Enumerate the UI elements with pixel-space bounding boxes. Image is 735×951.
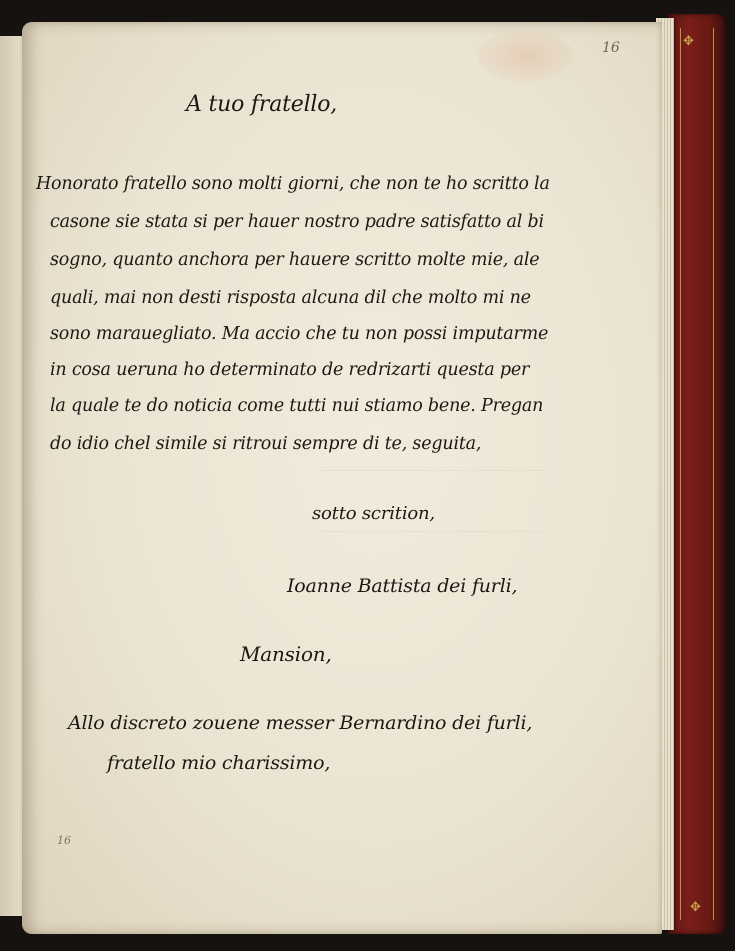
letter-heading: A tuo fratello, (186, 92, 338, 117)
gilt-border-line (680, 28, 681, 920)
address-line: fratello mio charissimo, (107, 752, 331, 774)
corner-annotation: 16 (57, 834, 71, 847)
leather-binding (668, 14, 726, 934)
letter-line: la quale te do noticia come tutti nui stiamo bene. Pregan (50, 396, 544, 416)
fleuron-icon: ✥ (683, 34, 694, 49)
letter-line: do idio chel simile si ritroui sempre di te, seguita, (50, 434, 482, 454)
folio-number: 16 (602, 40, 620, 56)
letter-line: Honorato fratello sono molti giorni, che non te ho scritto la (36, 174, 550, 194)
gilt-border-line (713, 28, 714, 920)
letter-line: quali, mai non desti risposta alcuna dil che molto mi ne (50, 288, 531, 308)
subscription-label: sotto scrition, (312, 503, 435, 524)
letter-line: in cosa ueruna ho determinato de redrizarti questa per (50, 360, 530, 380)
address-line: Allo discreto zouene messer Bernardino dei furli, (68, 712, 533, 734)
fleuron-icon: ✥ (690, 900, 701, 915)
letter-line: sono marauegliato. Ma accio che tu non possi imputarme (50, 324, 549, 344)
letter-line: sogno, quanto anchora per hauere scritto molte mie, ale (50, 250, 540, 270)
address-heading: Mansion, (240, 642, 332, 666)
letter-line: casone sie stata si per hauer nostro padre satisfatto al bi (50, 212, 544, 232)
signature: Ioanne Battista dei furli, (287, 575, 518, 597)
page-stain (478, 30, 574, 82)
